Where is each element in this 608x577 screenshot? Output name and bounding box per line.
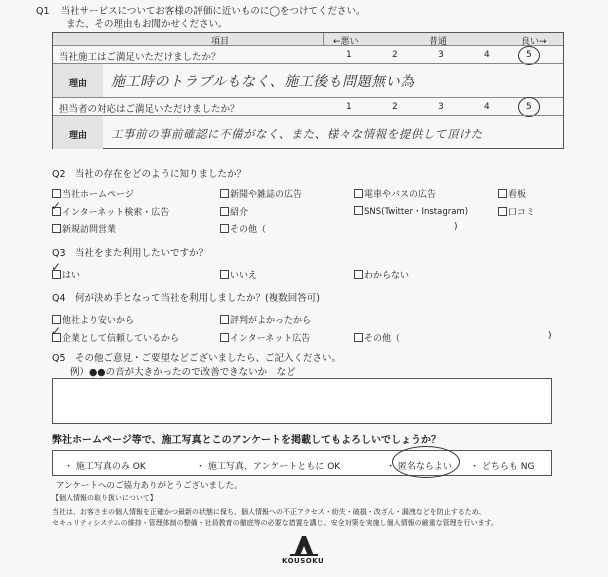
checkbox[interactable] [220, 315, 229, 324]
q1-number: Q1 [36, 6, 50, 17]
q1-line2: また、その理由もお聞かせください。 [66, 19, 228, 30]
publish-selected-circle [392, 446, 460, 478]
checkbox[interactable] [354, 189, 363, 198]
checkbox[interactable] [354, 333, 363, 342]
logo-mark-icon [286, 536, 322, 558]
header-divider [323, 33, 324, 45]
rating-header [53, 33, 563, 45]
q2-option-train-ad[interactable]: 電車やバスの広告 [354, 187, 436, 200]
q1-title [36, 3, 366, 17]
q4-option-trust[interactable]: 企業として信頼しているから [52, 331, 179, 344]
header-bad: ←悪い [333, 37, 359, 47]
publish-option-photos-only[interactable]: ・ 施工写真のみ OK [64, 462, 146, 472]
q2-option-word-of-mouth[interactable]: 口コミ [498, 205, 535, 218]
checkbox[interactable] [354, 270, 363, 279]
q2-other-close-paren: ) [454, 222, 458, 232]
q3-option-unsure[interactable]: わからない [354, 268, 409, 281]
q3-option-yes[interactable]: はい [52, 268, 80, 281]
q4-option-reputation[interactable]: 評判がよかったから [220, 313, 311, 326]
q3-option-no[interactable]: いいえ [220, 268, 257, 281]
q4-title: Q4 何が決め手となって当社を利用しましたか？(複数回答可) [52, 293, 320, 304]
checkbox[interactable] [220, 270, 229, 279]
checkbox[interactable] [220, 207, 229, 216]
q2-option-homepage[interactable]: 当社ホームページ [52, 187, 134, 200]
checkbox[interactable] [220, 224, 229, 233]
q4-option-cheaper[interactable]: 他社より安いから [52, 313, 134, 326]
rating-table [52, 32, 564, 149]
q2-option-signboard[interactable]: 看板 [498, 187, 526, 200]
row1-question: 当社施工はご満足いただけましたか？ [59, 52, 221, 63]
row1-scale-1[interactable]: 1 [346, 50, 352, 60]
q2-title: Q2 当社の存在をどのように知りましたか？ [52, 169, 247, 180]
privacy-line2: セキュリティシステムの維持・管理体制の整備・社員教育の徹底等の必要な措置を講じ、安全対策を実施し個人情報の厳重な管理を行います。 [52, 519, 499, 527]
q3-title: Q3 当社をまた利用したいですか？ [52, 248, 209, 259]
reason2-handwriting: 工事前の事前確認に不備がなく、また、様々な情報を提供して頂けた [111, 127, 483, 141]
row1-scale-4[interactable]: 4 [484, 50, 490, 60]
row1-scale-5[interactable]: 5 [526, 50, 532, 60]
checkbox[interactable] [52, 189, 61, 198]
header-item: 項目 [211, 37, 230, 47]
reason2-label: 理由 [69, 131, 88, 141]
q3-check-mark-icon: ✓ [51, 260, 62, 274]
q2-option-newspaper[interactable]: 新聞や雑誌の広告 [220, 187, 302, 200]
comment-textarea[interactable] [52, 378, 552, 424]
header-good: 良い→ [521, 37, 547, 47]
q4-option-internet-ad[interactable]: インターネット広告 [220, 331, 310, 344]
q2-option-other[interactable]: その他（ [220, 222, 266, 235]
row2-selected-circle [518, 97, 540, 117]
q2-option-sns[interactable]: SNS(Twitter・Instagram) [354, 205, 468, 217]
q2-option-internet[interactable]: インターネット検索・広告 [52, 205, 169, 218]
checkbox[interactable] [220, 189, 229, 198]
q1-line1: 当社サービスについてお客様の評価に近いものに◯をつけてください。 [60, 6, 366, 17]
reason1-label: 理由 [69, 79, 88, 89]
row1-scale-2[interactable]: 2 [392, 50, 398, 60]
q2-check-mark-icon: ✓ [51, 199, 62, 213]
q4-option-other[interactable]: その他（ [354, 331, 400, 344]
checkbox[interactable] [52, 315, 61, 324]
row2-scale-5[interactable]: 5 [526, 102, 532, 112]
row2-scale-4[interactable]: 4 [484, 102, 490, 112]
q5-example: 例）●●の音が大きかったので改善できないか など [70, 367, 296, 378]
checkbox[interactable] [220, 333, 229, 342]
checkbox[interactable] [52, 224, 61, 233]
privacy-heading: 【個人情報の取り扱いについて】 [52, 494, 157, 502]
header-normal: 普通 [429, 37, 448, 47]
publish-option-none[interactable]: ・ どちらも NG [470, 462, 535, 472]
privacy-line1: 当社は、お客さまの個人情報を正確かつ最新の状態に保ち、個人情報への不正アクセス・紛失・破損・改ざん・漏洩などを防止するため、 [52, 508, 486, 516]
publish-question: 弊社ホームページ等で、施工写真とこのアンケートを掲載してもよろしいでしょうか？ [52, 435, 441, 446]
row2-question: 担当者の対応はご満足いただけましたか？ [59, 104, 240, 115]
publish-option-anonymous[interactable]: ・ 匿名ならよい [386, 462, 452, 472]
row2-scale-3[interactable]: 3 [438, 102, 444, 112]
q5-title: Q5 その他ご意見・ご要望などございましたら、ご記入ください。 [52, 353, 342, 364]
logo-text: KOUSOKU [282, 557, 325, 565]
row2-scale-2[interactable]: 2 [392, 102, 398, 112]
q2-option-sales-visit[interactable]: 新規訪問営業 [52, 222, 116, 235]
thanks-text: アンケートへのご協力ありがとうございました。 [56, 481, 243, 491]
q4-check-mark-icon: ✓ [51, 324, 62, 338]
row1-scale-3[interactable]: 3 [438, 50, 444, 60]
q2-option-referral[interactable]: 紹介 [220, 205, 248, 218]
reason1-handwriting: 施工時のトラブルもなく、施工後も問題無い為 [111, 74, 415, 90]
q4-other-close-paren: ) [548, 331, 552, 341]
checkbox[interactable] [498, 207, 507, 216]
publish-option-both-ok[interactable]: ・ 施工写真、アンケートともに OK [196, 462, 341, 472]
row2-scale-1[interactable]: 1 [346, 102, 352, 112]
checkbox[interactable] [354, 206, 363, 215]
checkbox[interactable] [498, 189, 507, 198]
